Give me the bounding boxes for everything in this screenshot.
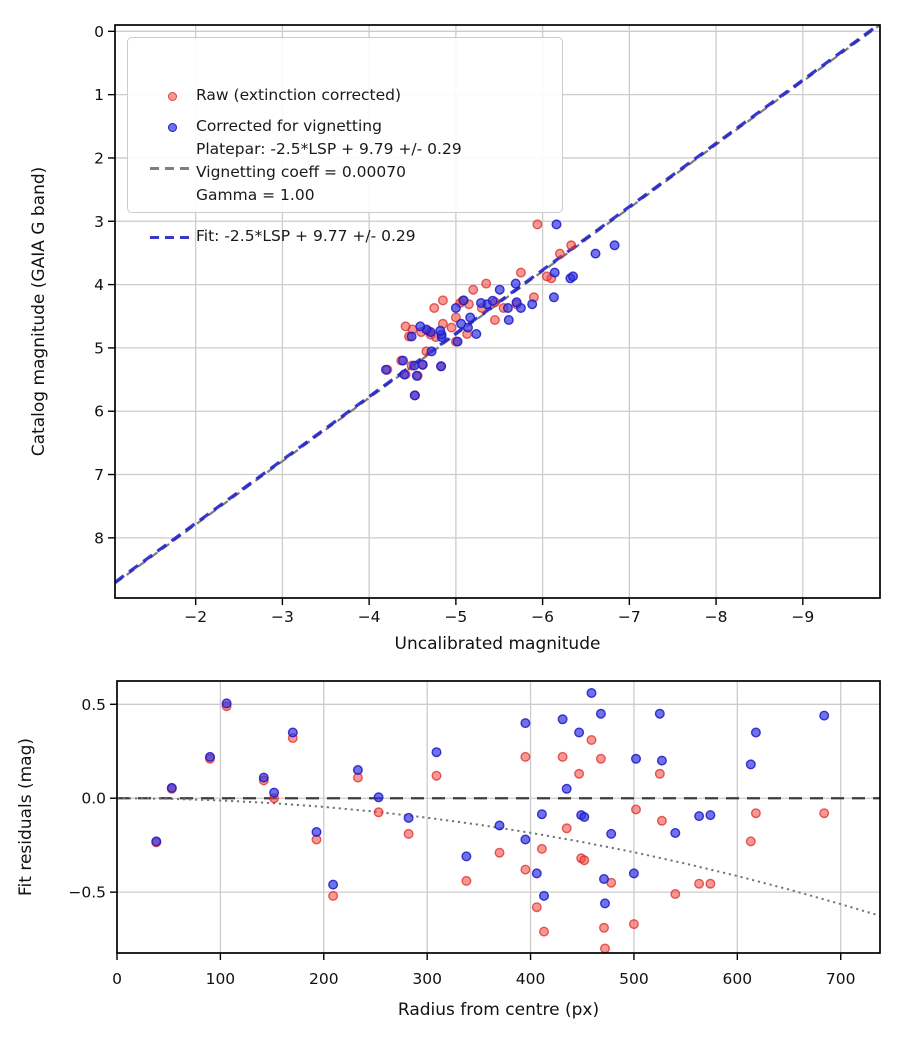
raw-point	[632, 805, 641, 814]
raw-point	[601, 944, 610, 953]
legend-box	[127, 37, 563, 246]
corrected-point	[329, 880, 338, 889]
corrected-point	[466, 313, 475, 322]
corrected-point	[416, 322, 425, 331]
corrected-point	[597, 709, 606, 718]
y-tick-label: −0.5	[68, 883, 106, 902]
raw-point	[430, 304, 439, 313]
raw-point	[482, 279, 491, 288]
platepar-dash-icon	[150, 167, 194, 170]
x-tick-label: 700	[825, 970, 856, 988]
corrected-point	[580, 813, 589, 822]
raw-point	[495, 848, 504, 857]
legend-label-raw: Raw (extinction corrected)	[196, 86, 402, 105]
x-tick-label: −6	[531, 608, 555, 626]
x-tick-label: 200	[308, 970, 339, 988]
corrected-point	[562, 785, 571, 794]
corrected-point	[540, 892, 549, 901]
corrected-point	[569, 272, 578, 281]
x-tick-label: 100	[205, 970, 236, 988]
corrected-point	[407, 332, 416, 341]
residuals-chart	[16, 681, 880, 1020]
corrected-point	[658, 756, 667, 765]
corrected-point	[488, 296, 497, 305]
raw-point	[329, 892, 338, 901]
y-tick-label: 2	[94, 149, 104, 168]
y-tick-label: 4	[94, 276, 104, 295]
y-tick-label: 0.0	[81, 789, 106, 808]
y-tick-label: 8	[94, 529, 104, 548]
x-tick-label: −4	[357, 608, 381, 626]
raw-point	[447, 323, 456, 332]
corrected-point	[587, 689, 596, 698]
x-tick-label: 500	[619, 970, 649, 988]
y-tick-label: 6	[94, 402, 104, 421]
corrected-point	[528, 300, 537, 309]
corrected-point	[432, 748, 441, 757]
raw-point	[491, 316, 500, 325]
raw-point	[597, 755, 606, 764]
corrected-point	[558, 715, 567, 724]
corrected-point	[206, 753, 215, 762]
raw-point	[533, 903, 542, 912]
raw-scatter-series	[152, 702, 829, 953]
corrected-point	[671, 829, 680, 838]
corrected-point	[630, 869, 639, 878]
corrected-point	[312, 828, 321, 837]
corrected-point	[511, 279, 520, 288]
raw-scatter-series	[383, 220, 576, 400]
raw-point	[404, 830, 413, 839]
y-axis-label-fit-residuals: Fit residuals (mag)	[16, 738, 36, 896]
corrected-point	[601, 899, 610, 908]
x-tick-label: −2	[184, 608, 208, 626]
corrected-point	[538, 810, 547, 819]
raw-point	[656, 770, 665, 779]
corrected-point	[747, 760, 756, 769]
raw-point	[695, 879, 704, 888]
corrected-point	[656, 709, 665, 718]
y-tick-label: 7	[94, 466, 104, 485]
corrected-point	[550, 268, 559, 277]
raw-point	[533, 220, 542, 229]
corrected-point	[452, 304, 461, 313]
raw-point	[575, 770, 584, 779]
corrected-point	[413, 372, 422, 381]
raw-point	[567, 241, 576, 250]
raw-point	[540, 927, 549, 936]
raw-point	[706, 879, 715, 888]
y-axis-label-catalog-magnitude: Catalog magnitude (GAIA G band)	[29, 166, 49, 457]
raw-point	[630, 920, 639, 929]
corrected-point	[632, 755, 641, 764]
x-tick-label: 600	[722, 970, 753, 988]
corrected-point	[382, 365, 391, 374]
raw-point	[600, 924, 609, 933]
corrected-point	[418, 360, 427, 369]
x-tick-label: −5	[444, 608, 468, 626]
corrected-point	[457, 320, 466, 329]
vignetting-coeff-text: Vignetting coeff = 0.00070	[196, 163, 406, 181]
raw-point	[747, 837, 756, 846]
corrected-point	[505, 316, 514, 325]
corrected-point	[399, 356, 408, 365]
raw-point	[556, 249, 565, 258]
x-tick-label: −9	[791, 608, 815, 626]
corrected-point	[374, 793, 383, 802]
corrected-point	[436, 327, 445, 336]
corrected-point	[504, 304, 513, 313]
corrected-point	[575, 728, 584, 737]
raw-point	[469, 285, 478, 294]
x-tick-label: −8	[704, 608, 728, 626]
gamma-text: Gamma = 1.00	[196, 186, 315, 204]
raw-dot-icon	[168, 92, 177, 101]
raw-point	[671, 890, 680, 899]
raw-point	[658, 817, 667, 826]
corrected-point	[472, 330, 481, 339]
raw-point	[521, 865, 530, 874]
y-tick-label: 5	[94, 339, 104, 358]
raw-point	[374, 808, 383, 817]
x-tick-label: −7	[617, 608, 641, 626]
raw-point	[432, 771, 441, 780]
x-axis-label-radius-from-centre: Radius from centre (px)	[397, 1000, 600, 1020]
raw-point	[439, 296, 448, 305]
raw-point	[521, 753, 530, 762]
corrected-point	[410, 391, 419, 400]
legend-label-platepar	[196, 138, 462, 207]
corrected-point	[289, 728, 298, 737]
corrected-point	[270, 788, 279, 797]
plot-frame	[117, 681, 880, 953]
corrected-point	[607, 830, 616, 839]
y-tick-label: 3	[94, 212, 104, 231]
corrected-point	[404, 814, 413, 823]
corrected-point	[354, 766, 363, 775]
raw-point	[820, 809, 829, 818]
raw-point	[517, 268, 526, 277]
corrected-point	[260, 773, 269, 782]
platepar-equation-text: Platepar: -2.5*LSP + 9.79 +/- 0.29	[196, 140, 462, 158]
raw-point	[752, 809, 761, 818]
corrected-point	[600, 875, 609, 884]
legend-label-fit: Fit: -2.5*LSP + 9.77 +/- 0.29	[196, 227, 416, 246]
raw-point	[538, 845, 547, 854]
corrected-point	[695, 812, 704, 821]
corrected-point	[552, 220, 561, 229]
corrected-point	[462, 852, 471, 861]
corrected-point	[533, 869, 542, 878]
corrected-point	[477, 299, 486, 308]
y-tick-label: 0	[94, 22, 104, 41]
y-tick-label: 1	[94, 86, 104, 105]
corrected-point	[495, 285, 504, 294]
corrected-point	[820, 711, 829, 720]
raw-point	[401, 322, 410, 331]
raw-point	[580, 856, 589, 865]
x-tick-label: −3	[270, 608, 294, 626]
x-tick-label: 400	[515, 970, 546, 988]
corrected-point	[495, 821, 504, 830]
corrected-point	[410, 361, 419, 370]
corrected-point	[437, 362, 446, 371]
corrected-point	[521, 719, 530, 728]
x-tick-label: 0	[112, 970, 122, 988]
corrected-dot-icon	[168, 123, 177, 132]
raw-point	[562, 824, 571, 833]
corrected-point	[453, 337, 462, 346]
raw-point	[558, 753, 567, 762]
corrected-point	[168, 784, 177, 793]
corrected-point	[152, 837, 161, 846]
raw-point	[462, 877, 471, 886]
legend-label-corrected: Corrected for vignetting	[196, 117, 382, 136]
corrected-point	[550, 293, 559, 302]
corrected-point	[706, 811, 715, 820]
corrected-point	[400, 370, 409, 379]
corrected-point	[459, 296, 468, 305]
x-axis-label-uncalibrated-magnitude: Uncalibrated magnitude	[394, 634, 601, 654]
corrected-point	[427, 347, 436, 356]
fit-dash-icon	[150, 236, 194, 239]
corrected-point	[222, 699, 231, 708]
x-tick-label: 300	[412, 970, 442, 988]
corrected-point	[610, 241, 619, 250]
corrected-point	[521, 835, 530, 844]
raw-point	[587, 736, 596, 745]
y-tick-label: 0.5	[81, 695, 106, 714]
corrected-point	[752, 728, 761, 737]
corrected-point	[512, 298, 521, 307]
corrected-point	[591, 249, 600, 258]
